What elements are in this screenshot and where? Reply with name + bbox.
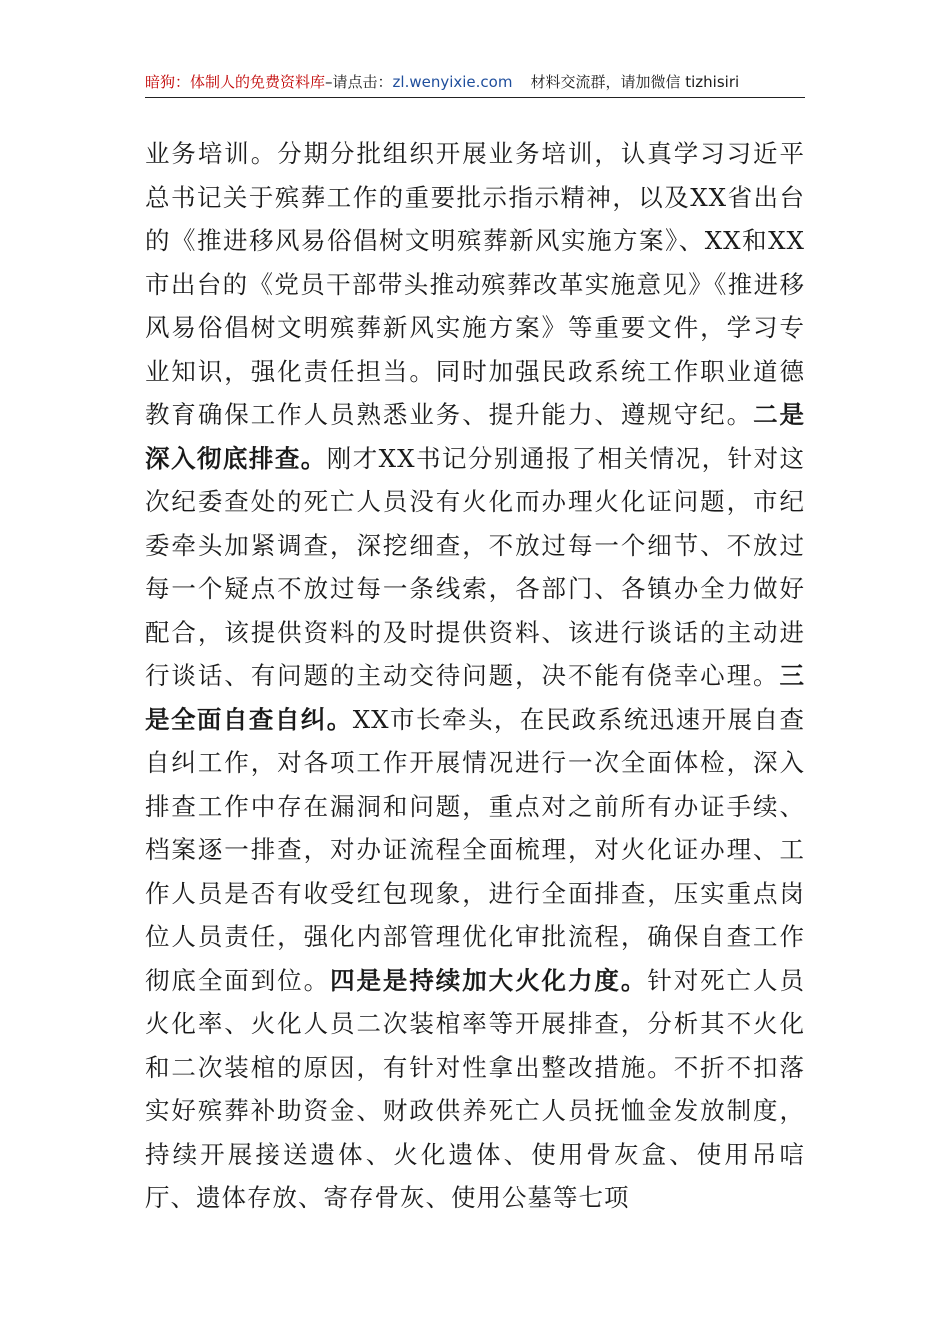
document-body (145, 132, 805, 1220)
paragraph-segment: 刚才XX书记分别通报了相关情况，针对这次纪委查处的死亡人员没有火化而办理火化证问题，市纪委牵头加紧调查，深挖细查，不放过每一个细节、不放过每一个疑点不放过每一条线索，各部门、各镇办全力做好配合，该提供资料的及时提供资料、该进行谈话的主动进行谈话、有问题的主动交待问题，决不能有侥幸心理。 (145, 443, 806, 690)
heading-deep-investigation: 二是深入彻底排查。 (145, 400, 805, 473)
paragraph-segment: 业务培训。分期分批组织开展业务培训，认真学习习近平总书记关于殡葬工作的重要批示指示精神，以及XX省出台的《推进移风易俗倡树文明殡葬新风实施方案》、XX和XX市出台的《党员干部带头推动殡葬改革实施意见》《推进移风易俗倡树文明殡葬新风实施方案》等重要文件，学习专业知识，强化责任担当。同时加强民政系统工作职业道德教育确保工作人员熟悉业务、提升能力、遵规守纪。 (145, 139, 805, 429)
page-header (145, 68, 805, 96)
promo-link[interactable]: zl.wenyixie.com (392, 73, 513, 91)
header-divider (145, 97, 805, 98)
paragraph-segment: XX市长牵头，在民政系统迅速开展自查自纠工作，对各项工作开展情况进行一次全面体检，深入排查工作中存在漏洞和问题，重点对之前所有办证手续、档案逐一排查，对办证流程全面梳理，对火化证办理、工作人员是否有收受红包现象，进行全面排查，压实重点岗位人员责任，强化内部管理优化审批流程，确保自查工作彻底全面到位。 (145, 704, 805, 995)
heading-cremation-efforts: 四是是持续加大火化力度。 (330, 965, 648, 995)
paragraph-segment: 针对死亡人员火化率、火化人员二次装棺率等开展排查，分析其不火化和二次装棺的原因，有针对性拿出整改措施。不折不扣落实好殡葬补助资金、财政供养死亡人员抚恤金发放制度，持续开展接送遗体、火化遗体、使用骨灰盒、使用吊唁厅、遗体存放、寄存骨灰、使用公墓等七项 (145, 965, 805, 1212)
promo-text: 暗狗：体制人的免费资料库 (145, 73, 326, 91)
heading-self-inspection: 三是全面自查自纠。 (145, 661, 805, 734)
click-prefix: –请点击： (325, 73, 393, 91)
wechat-group-text: 材料交流群，请加微信 tizhisiri (530, 73, 740, 91)
